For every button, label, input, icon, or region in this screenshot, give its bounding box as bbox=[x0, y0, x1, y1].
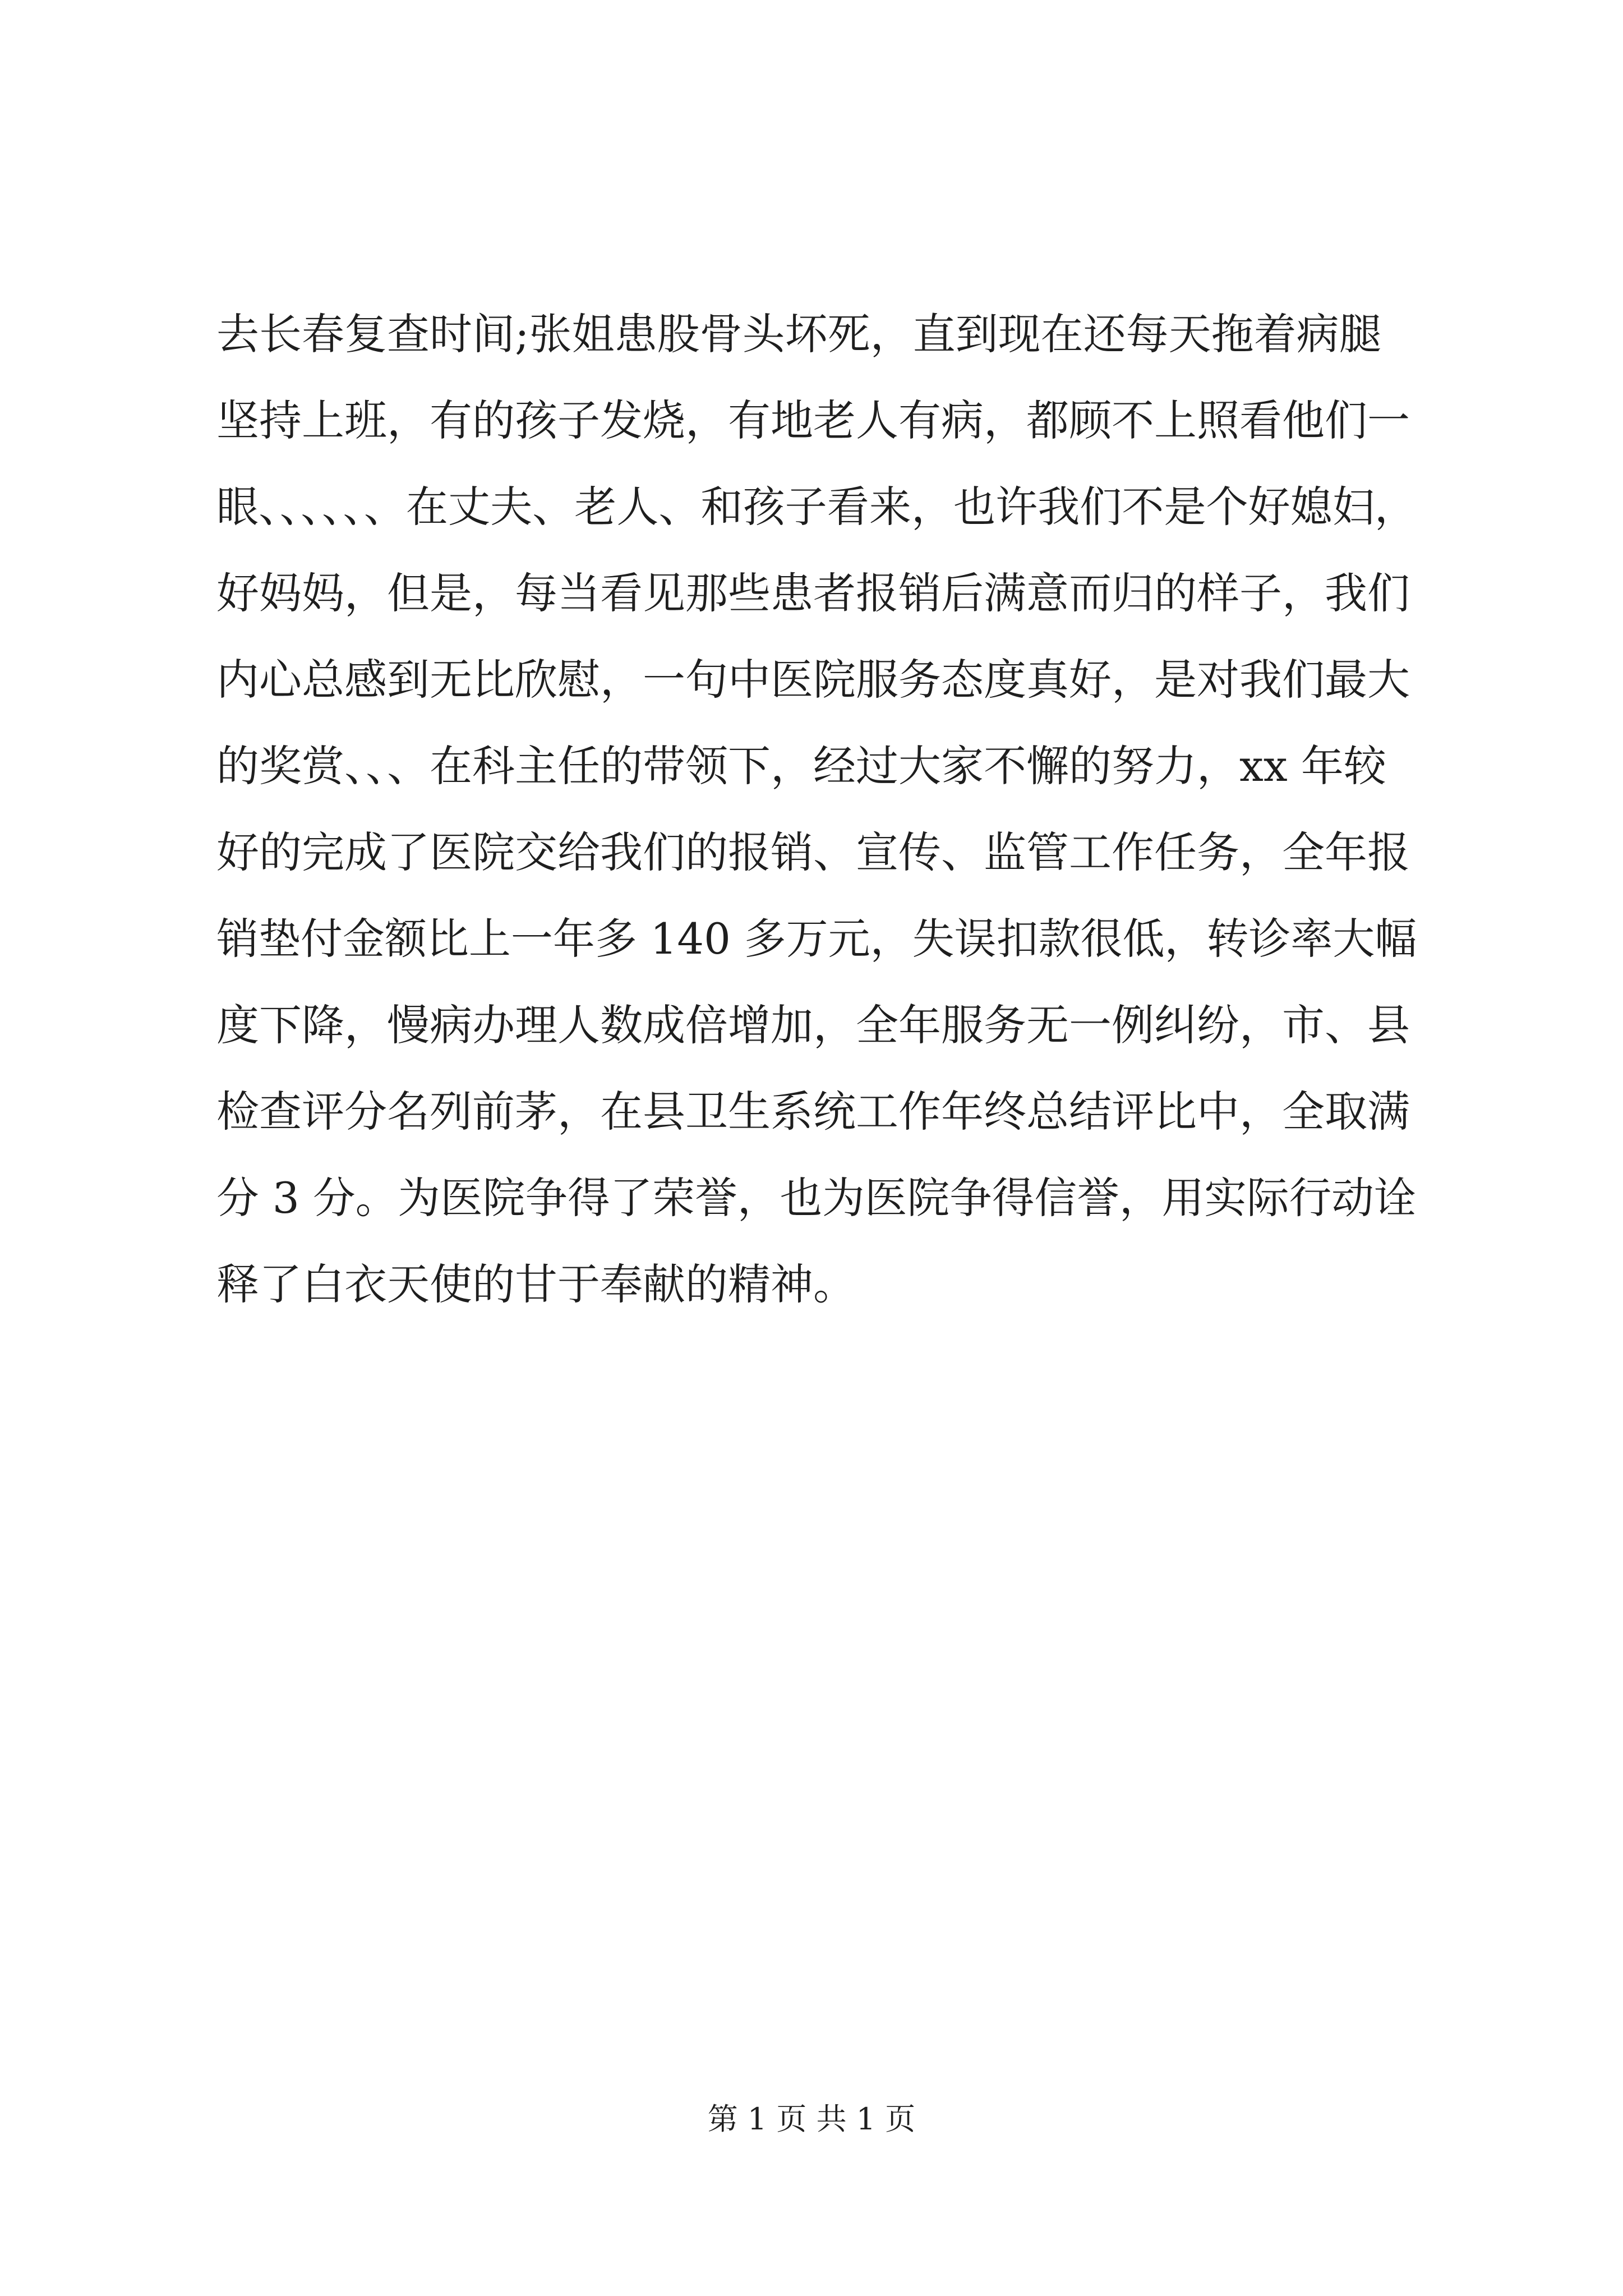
paragraph-line-4: 好妈妈，但是，每当看见那些患者报销后满意而归的样子，我们 bbox=[216, 568, 1410, 618]
paragraph-line-9: 度下降，慢病办理人数成倍增加，全年服务无一例纠纷，市、县 bbox=[216, 1000, 1410, 1050]
paragraph-line-3: 眼、、、、、、在丈夫、老人、和孩子看来，也许我们不是个好媳妇， bbox=[216, 482, 1417, 532]
paragraph-line-8: 销垫付金额比上一年多 140 多万元，失误扣款很低，转诊率大幅 bbox=[216, 914, 1417, 964]
paragraph-line-5: 内心总感到无比欣慰，一句中医院服务态度真好，是对我们最大 bbox=[216, 655, 1410, 705]
paragraph-line-7: 好的完成了医院交给我们的报销、宣传、监管工作任务，全年报 bbox=[216, 827, 1410, 877]
paragraph-line-12: 释了白衣天使的甘于奉献的精神。 bbox=[216, 1259, 856, 1309]
page-footer: 第 1 页 共 1 页 bbox=[707, 2101, 916, 2137]
paragraph-line-2: 坚持上班，有的孩子发烧，有地老人有病，都顾不上照看他们一 bbox=[216, 395, 1410, 445]
paragraph-line-10: 检查评分名列前茅，在县卫生系统工作年终总结评比中，全取满 bbox=[216, 1087, 1410, 1137]
paragraph-line-1: 去长春复查时间;张姐患股骨头坏死，直到现在还每天拖着病腿 bbox=[216, 309, 1382, 359]
paragraph-line-6: 的奖赏、、、在科主任的带领下，经过大家不懈的努力，xx 年较 bbox=[216, 741, 1386, 791]
paragraph-line-11: 分 3 分。为医院争得了荣誉，也为医院争得信誉，用实际行动诠 bbox=[216, 1173, 1417, 1223]
